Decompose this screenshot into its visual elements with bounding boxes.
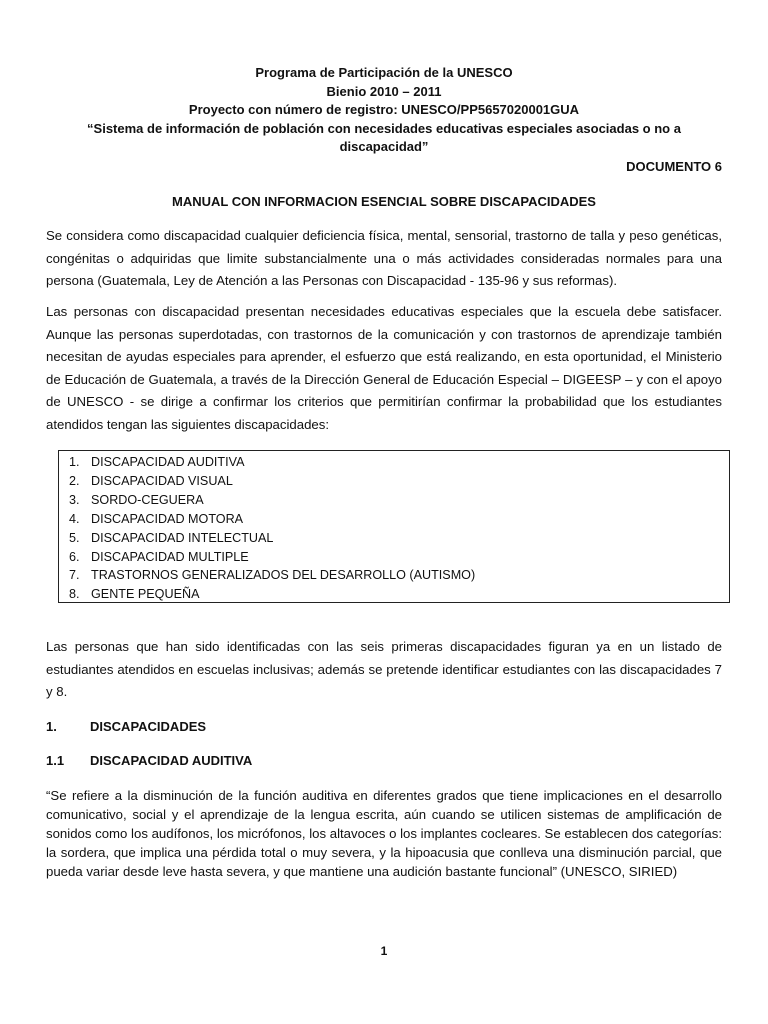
manual-title: MANUAL CON INFORMACION ESENCIAL SOBRE DISCAPACIDADES: [172, 194, 596, 209]
program-title: Programa de Participación de la UNESCO: [255, 65, 513, 80]
hearing-definition-paragraph: “Se refiere a la disminución de la función auditiva en diferentes grados que tiene implicaciones en el desarrollo comunicativo, social y el aprendizaje de la lengua escrita, aún cuando se utilicen sistemas de amplificación de sonidos como los audífonos, los micrófonos, los altavoces o los implantes cocleares. Se establecen dos categorías: la sordera, que implica una pérdida total o muy severa, y la hipoacusia que conlleva una disminución parcial, que pueda variar desde leve hasta severa, y que mantiene una audición bastante funcional” (UNESCO, SIRIED): [46, 788, 722, 879]
page-number: 1: [380, 944, 388, 958]
disability-list: [69, 453, 729, 604]
disability-list-box: [58, 450, 730, 603]
document-label: DOCUMENTO 6: [626, 159, 722, 174]
intro-paragraph: Se considera como discapacidad cualquier deficiencia física, mental, sensorial, trastorno de talla y peso genéticas, congénitas o adquiridas que limite substancialmente una o más actividades consideradas normales para una persona (Guatemala, Ley de Atención a las Personas con Discapacidad - 135-96 y sus reformas).: [46, 228, 722, 288]
section-heading-1-1: 1.1 DISCAPACIDAD AUDITIVA: [46, 753, 253, 768]
list-item: 5. DISCAPACIDAD INTELECTUAL: [69, 530, 274, 545]
project-name: “Sistema de información de población con necesidades educativas especiales asociadas o no a discapacidad”: [87, 120, 681, 154]
list-item: 7. TRASTORNOS GENERALIZADOS DEL DESARROLLO (AUTISMO): [69, 568, 476, 583]
list-item: 2. DISCAPACIDAD VISUAL: [69, 473, 233, 488]
list-item: 4. DISCAPACIDAD MOTORA: [69, 511, 244, 526]
list-item: 8. GENTE PEQUEÑA: [69, 587, 200, 602]
document-header: [46, 64, 722, 157]
section-heading-1: 1. DISCAPACIDADES: [46, 719, 207, 734]
list-item: 3. SORDO-CEGUERA: [69, 492, 204, 507]
list-item: 1. DISCAPACIDAD AUDITIVA: [69, 455, 245, 469]
needs-paragraph: Las personas con discapacidad presentan necesidades educativas especiales que la escuela debe satisfacer. Aunque las personas superdotadas, con trastornos de la comunicación y con trastornos de aprendizaje también necesitan de ayudas especiales para aprender, el esfuerzo que está realizando, en esta oportunidad, el Ministerio de Educación de Guatemala, a través de la Dirección General de Educación Especial – DIGEESP – y con el apoyo de UNESCO - se dirige a confirmar los criterios que permitirían confirmar la probabilidad que los estudiantes atendidos tengan las siguientes discapacidades:: [46, 304, 722, 432]
biennium: Bienio 2010 – 2011: [326, 83, 442, 99]
project-registration: Proyecto con número de registro: UNESCO/PP5657020001GUA: [188, 102, 580, 117]
list-item: 6. DISCAPACIDAD MULTIPLE: [69, 549, 249, 564]
identified-paragraph: Las personas que han sido identificadas con las seis primeras discapacidades figuran ya en un listado de estudiantes atendidos en escuelas inclusivas; además se pretende identificar estudiantes con las discapacidades 7 y 8.: [46, 639, 722, 699]
